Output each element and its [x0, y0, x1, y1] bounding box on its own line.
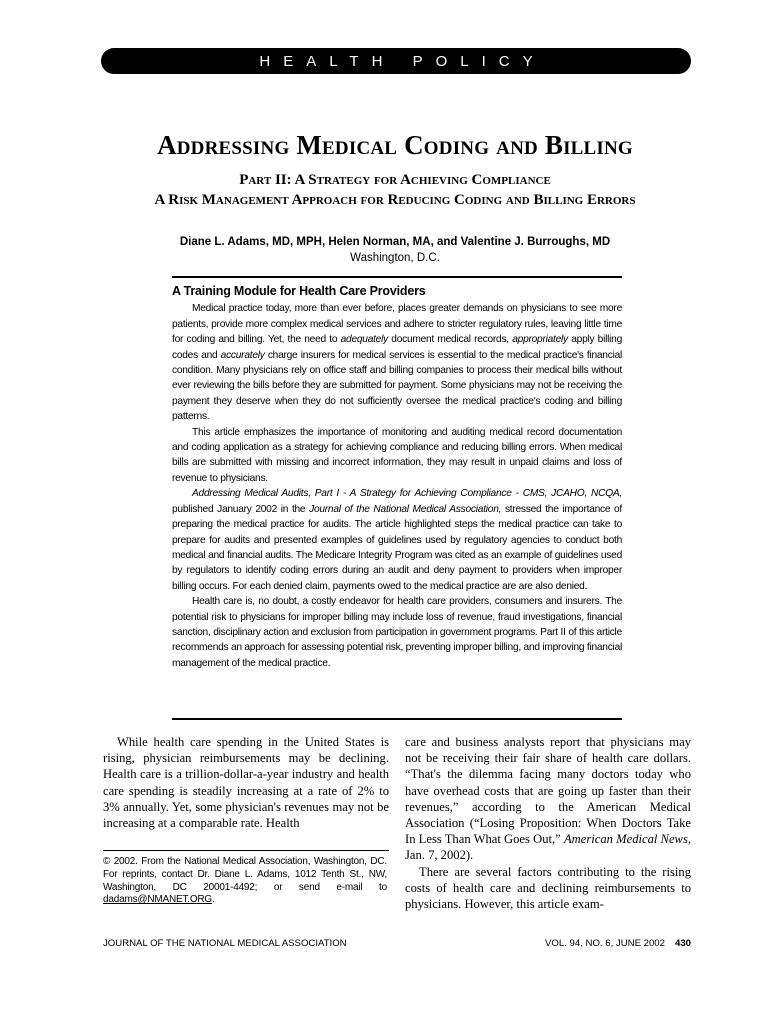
body-column-right: [405, 734, 691, 912]
volume-info: VOL. 94, NO. 6, JUNE 2002: [545, 938, 665, 949]
abstract-paragraph-3: Addressing Medical Audits, Part I - A Strategy for Achieving Compliance - CMS, JCAHO, NCQA, published January 2002 in the Journal of the National Medical Association, stressed the importance of preparing the medical practice for audits. The article highlighted steps the medical practice can take to prepare for audits and presented examples of guidelines used by regulatory agencies to conduct both medical and financial audits. The Medicare Integrity Program was cited as an example of guidelines used by regulators to identify coding errors during an audit and deny payment to providers when improper billing occurs. For each denied claim, payments owed to the medical practice are are also denied.: [172, 488, 622, 592]
abstract-paragraph-1: Medical practice today, more than ever before, places greater demands on physicians to see more patients, provide more complex medical services and adhere to stricter regulatory rules, leaving little time for coding and billing. Yet, the need to adequately document medical records, appropriately apply billing codes and accurately charge insurers for medical services is essential to the medical practice's financial condition. Many physicians rely on office staff and billing companies to process their medical bills without ever reviewing the bills before they are submitted for payment. Some physicians may not be receiving the payment they deserve when they do not sufficiently oversee the medical practice's coding and billing patterns.: [172, 303, 623, 423]
journal-name-footer: JOURNAL OF THE NATIONAL MEDICAL ASSOCIATION: [103, 938, 347, 949]
abstract-paragraph-2: This article emphasizes the importance of monitoring and auditing medical record documentation and coding application as a strategy for achieving compliance and reducing billing errors. When medical bills are submitted with missing and incorrect information, they may result in unpaid claims and loss of revenue to physicians.: [172, 426, 622, 484]
article-subtitle-2: A Risk Management Approach for Reducing Coding and Billing Errors: [154, 192, 636, 208]
body-paragraph: While health care spending in the United States is rising, physician reimbursements may be declining. Health care is a trillion-dollar-a-year industry and health care spending is steadily increasing at a rate of 2% to 3% annually. Yet, some physician's revenues may not be increasing at a comparable rate. Health: [103, 735, 389, 831]
section-banner-label: HEALTH POLICY: [259, 52, 546, 70]
body-paragraph: care and business analysts report that physicians may not be receiving their fair share of health care dollars. “That's the dilemma facing many doctors today who have overhead costs that are going up faster than their revenues,” according to the American Medical Association (“Losing Proposition: When Doctors Take In Less Than What Goes Out,” American Medical News, Jan. 7, 2002).: [405, 735, 692, 863]
article-title: Addressing Medical Coding and Billing: [157, 130, 633, 160]
section-banner: [101, 48, 691, 74]
email-link[interactable]: dadams@NMANET.ORG: [103, 894, 212, 906]
abstract-top-rule: [172, 276, 622, 278]
abstract-bottom-rule: [172, 718, 622, 720]
abstract-paragraph-4: Health care is, no doubt, a costly endeavor for health care providers, consumers and insurers. The potential risk to physicians for improper billing may include loss of revenue, fraud investigations, financial sanction, disciplinary action and exclusion from participation in government programs. Part II of this article recommends an approach for assessing potential risk, preventing improper billing, and improving financial management of the medical practice.: [172, 596, 622, 669]
footnote-rule: [103, 850, 389, 851]
abstract-box: [172, 284, 622, 671]
volume-footer: [545, 938, 691, 949]
page-number: 430: [674, 938, 691, 949]
author-location: Washington, D.C.: [350, 252, 440, 264]
copyright-footnote: © 2002. From the National Medical Association, Washington, DC. For reprints, contact Dr. Diane L. Adams, 1012 Tenth St., NW, Washington, DC 20001-4492; or send e-mail to dadams@NMANET.ORG.: [103, 856, 387, 906]
article-subtitle-1: Part II: A Strategy for Achieving Compliance: [239, 172, 551, 188]
abstract-heading: A Training Module for Health Care Providers: [172, 284, 426, 298]
author-list: Diane L. Adams, MD, MPH, Helen Norman, MA, and Valentine J. Burroughs, MD: [179, 236, 611, 248]
body-paragraph: There are several factors contributing to the rising costs of health care and declining reimbursements to physicians. However, this article exam-: [405, 864, 691, 912]
body-column-left: [103, 734, 389, 831]
